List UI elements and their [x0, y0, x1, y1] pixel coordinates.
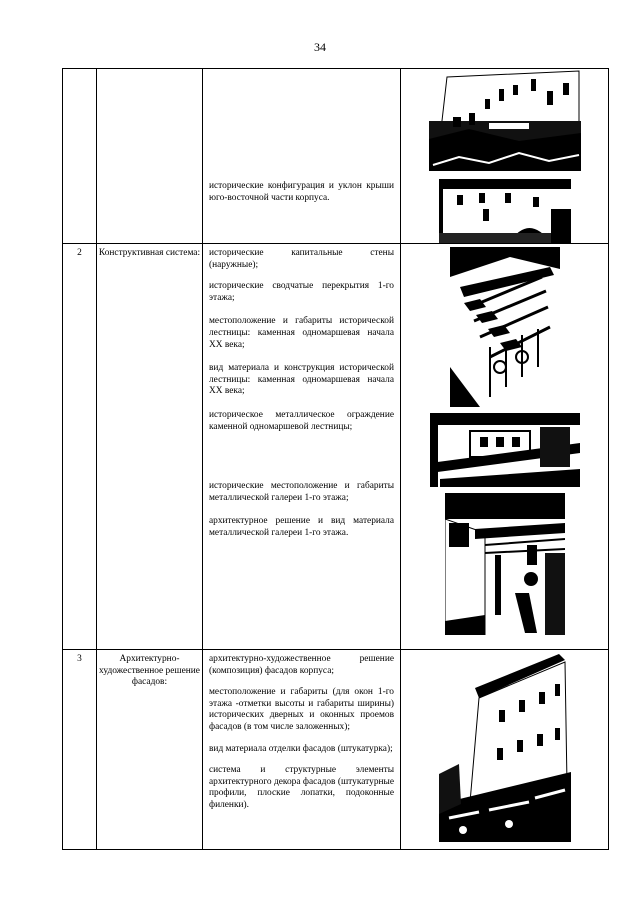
row-photos-cell	[401, 650, 609, 850]
photo-stair-railing	[450, 247, 560, 407]
row-name-cell	[97, 69, 203, 244]
row-item: вид материала и конструкция исторической лестницы: каменная одномаршевая начала XX века;	[209, 363, 394, 397]
row-item: исторические местоположение и габариты металлической галереи 1-го этажа;	[209, 481, 394, 503]
row-item: архитектурно-художественное решение (композиция) фасадов корпуса;	[209, 654, 394, 676]
row-name-cell: Конструктивная система:	[97, 244, 203, 650]
row-name-cell: Архитектурно-художественное решение фасадов:	[97, 650, 203, 850]
row-item: система и структурные элементы архитектурного декора фасадов (штукатурные профили, плоские лопатки, подоконные филенки).	[209, 765, 394, 810]
photo-facade	[439, 654, 571, 842]
photo-metal-gallery	[445, 493, 565, 635]
row-number-cell	[63, 69, 97, 244]
photo-building-corner	[429, 69, 581, 171]
row-photos-cell	[401, 244, 609, 650]
page-number: 34	[314, 40, 326, 54]
row-item: вид материала отделки фасадов (штукатурка);	[209, 743, 393, 754]
row-item: исторические сводчатые перекрытия 1-го этажа;	[209, 281, 394, 303]
photo-roof-southeast	[439, 179, 571, 243]
row-item: историческое металлическое ограждение каменной одномаршевой лестницы;	[209, 409, 394, 432]
row-items-cell	[203, 650, 401, 850]
row-item: исторические конфигурация и уклон крыши юго-восточной части корпуса.	[209, 181, 394, 203]
row-photos-cell	[401, 69, 609, 244]
row-item: местоположение и габариты исторической лестницы: каменная одномаршевая начала XX века;	[209, 316, 394, 350]
row-item: местоположение и габариты (для окон 1-го этажа -отметки высоты и габариты ширины) исторических дверных и оконных проемов фасадов (в том числе заложенных);	[209, 687, 394, 732]
table-row	[63, 650, 609, 850]
row-item: архитектурное решение и вид материала металлической галереи 1-го этажа.	[209, 516, 394, 538]
row-items-cell	[203, 244, 401, 650]
row-items-cell	[203, 69, 401, 244]
table-row	[63, 244, 609, 650]
row-number-cell: 3	[63, 650, 97, 850]
row-item: исторические капитальные стены (наружные);	[209, 248, 394, 270]
row-number-cell: 2	[63, 244, 97, 650]
table-row	[63, 69, 609, 244]
photo-gallery-interior	[430, 413, 580, 487]
object-features-table	[62, 68, 609, 850]
